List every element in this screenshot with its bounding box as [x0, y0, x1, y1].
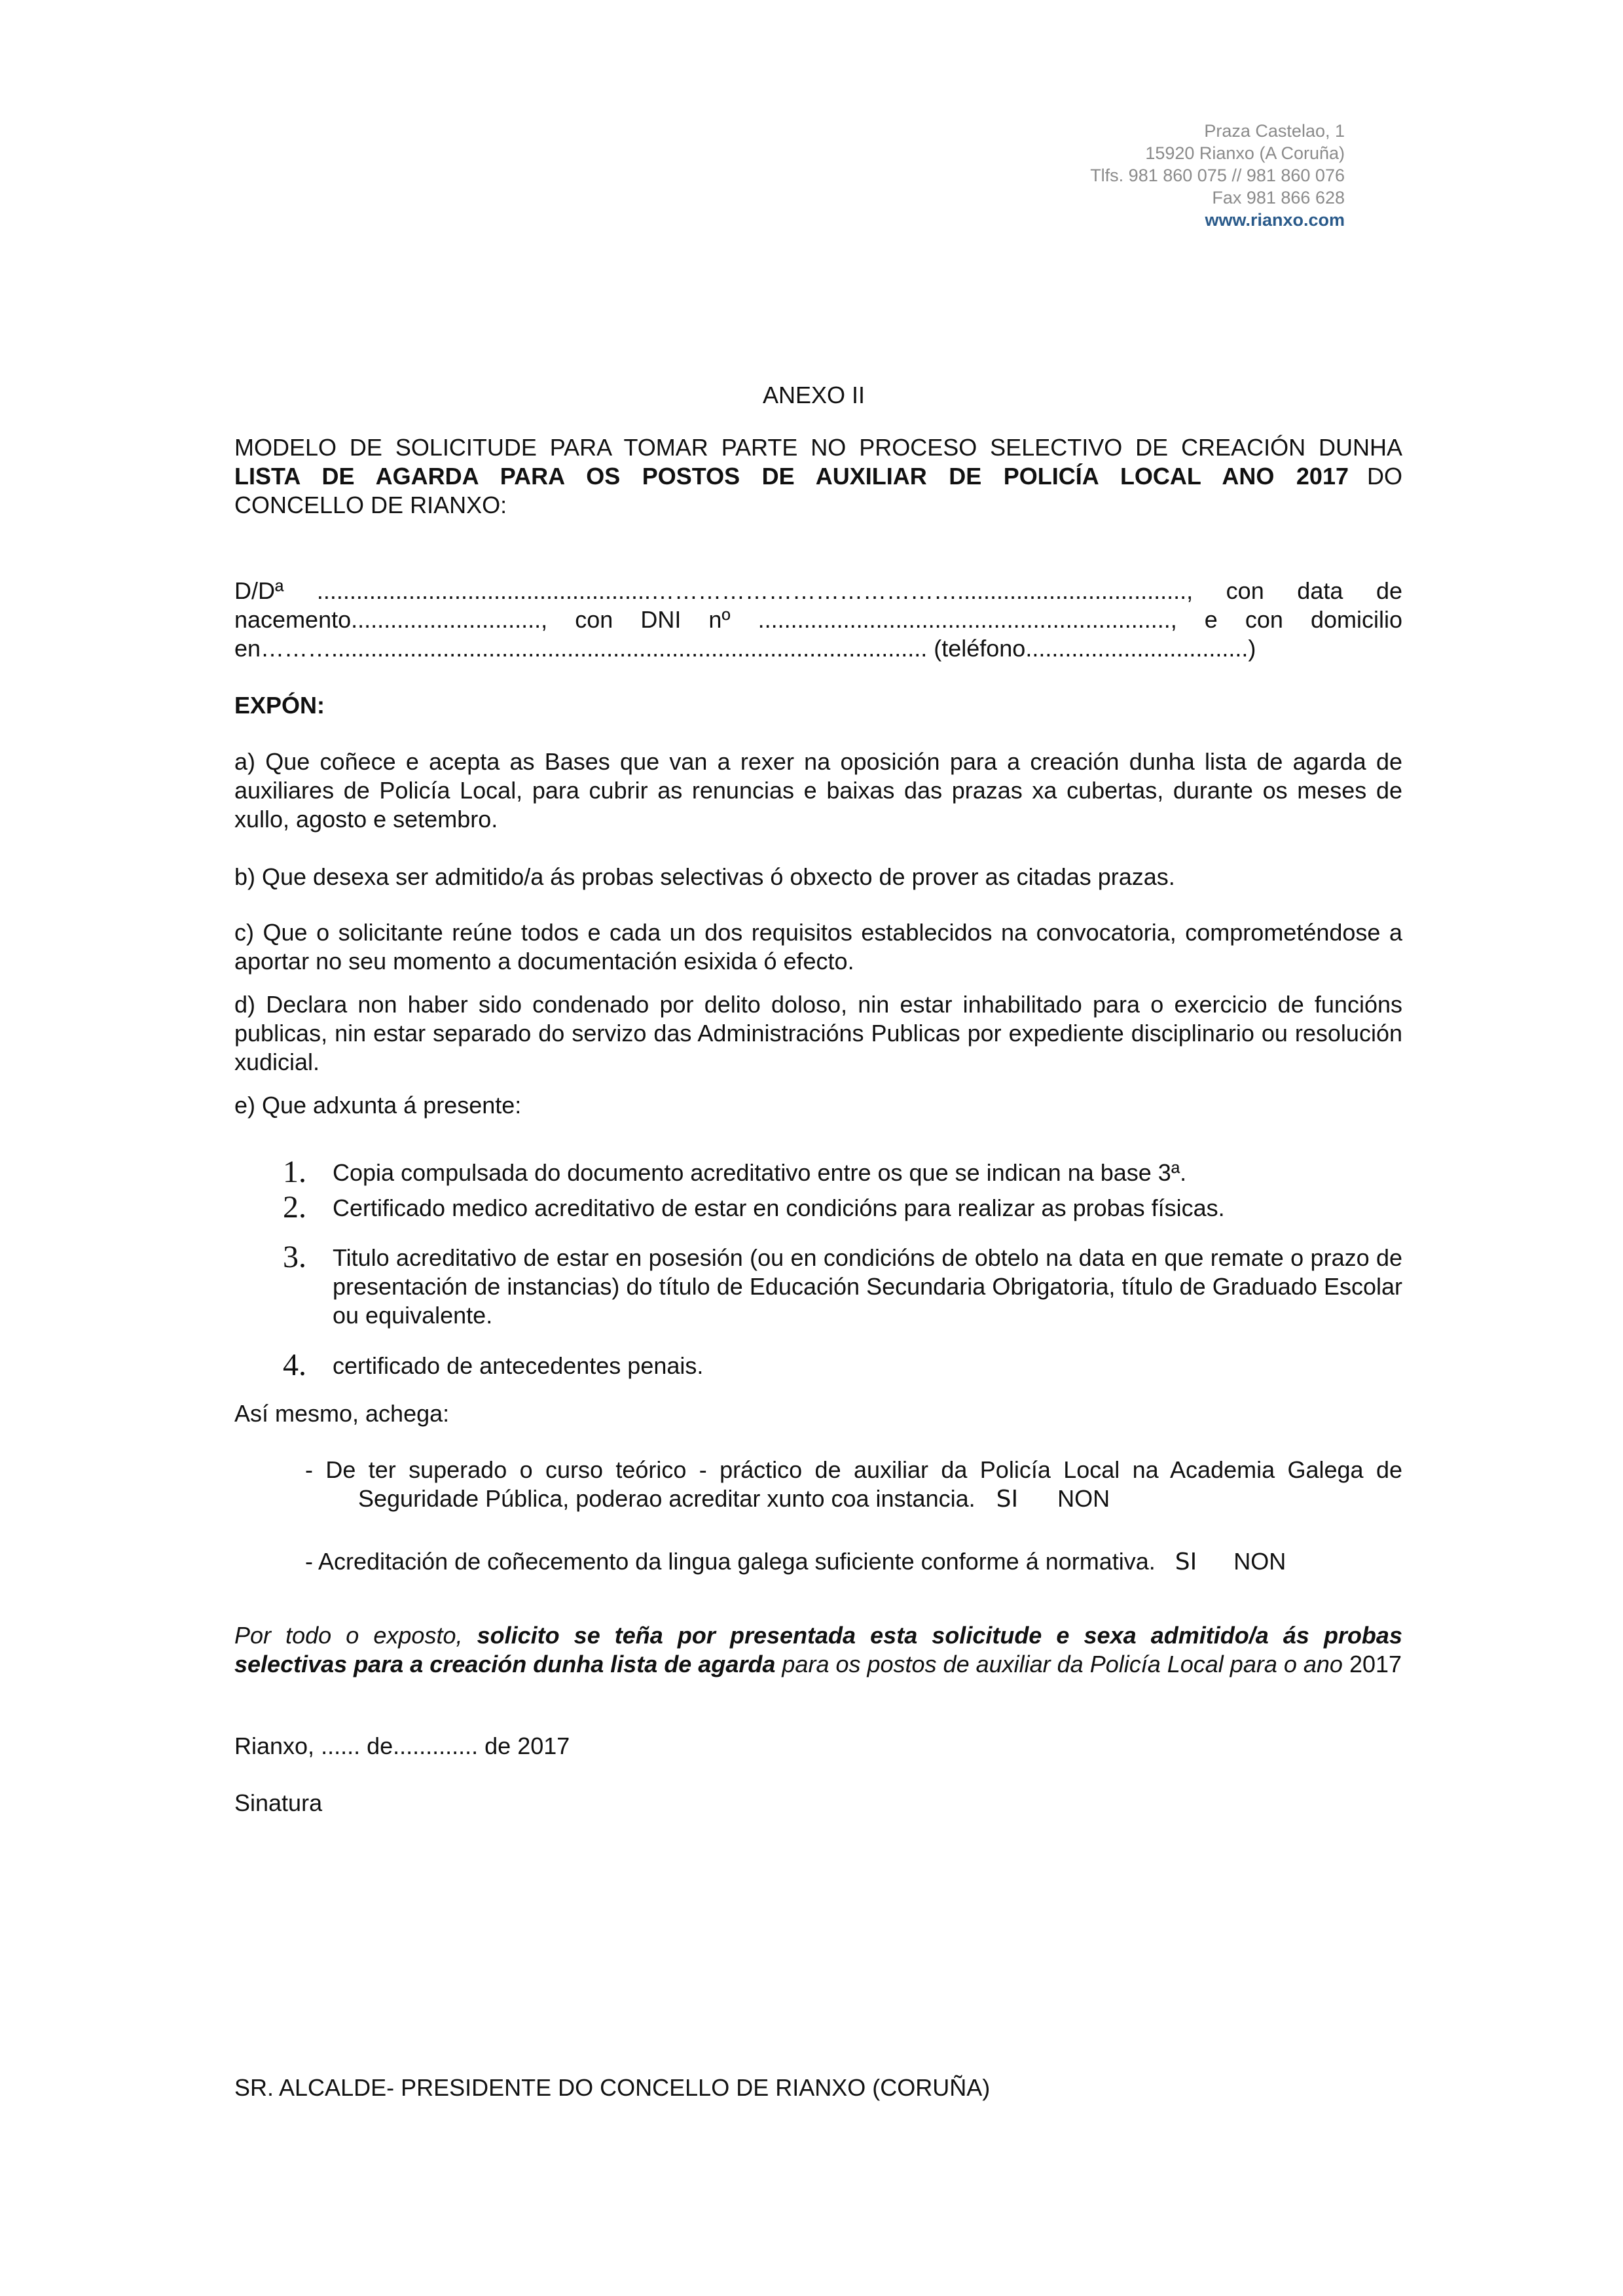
title-bold: LISTA DE AGARDA PARA OS POSTOS DE AUXILIAR DE POLICÍA LOCAL ANO 2017	[234, 463, 1349, 490]
expon-e: e) Que adxunta á presente:	[234, 1092, 522, 1119]
applicant-line-3: en………........................................................................................... (teléfono..................................)	[234, 635, 1256, 662]
letterhead-address	[886, 120, 1345, 231]
attachment-item: Titulo acreditativo de estar en posesión (ou en condicións de obtelo na data en que remate o prazo de presentación de instancias) do título de Educación Secundaria Obrigatoria, título de Graduado Escolar ou equivalente.	[333, 1244, 1402, 1329]
course-non-option[interactable]: NON	[1057, 1485, 1110, 1512]
closing-year: 2017	[1349, 1651, 1402, 1677]
attachment-item: Copia compulsada do documento acreditativo entre os que se indican na base 3ª.	[333, 1159, 1187, 1186]
attachment-number: 1.	[283, 1155, 306, 1189]
signature-label: Sinatura	[234, 1789, 323, 1816]
title-line-3: CONCELLO DE RIANXO:	[234, 492, 507, 518]
attachment-item: Certificado medico acreditativo de estar en condicións para realizar as probas físicas.	[333, 1194, 1225, 1221]
also-course-line-2	[358, 1484, 1110, 1514]
title-tail: DO	[1367, 463, 1402, 490]
address-line: Praza Castelao, 1	[1204, 121, 1345, 141]
applicant-data	[234, 577, 1402, 663]
title-line-1: MODELO DE SOLICITUDE PARA TOMAR PARTE NO PROCESO SELECTIVO DE CREACIÓN DUNHA	[234, 434, 1402, 461]
expon-c: c) Que o solicitante reúne todos e cada un dos requisitos establecidos na convocatoria, comprometéndose a aportar no seu momento a documentación esixida ó efecto.	[234, 919, 1402, 975]
annex-title: ANEXO II	[763, 382, 866, 408]
attachment-number: 2.	[283, 1190, 306, 1225]
postal-line: 15920 Rianxo (A Coruña)	[1145, 143, 1345, 163]
course-si-option[interactable]: SI	[996, 1486, 1019, 1513]
website-link[interactable]: www.rianxo.com	[1205, 210, 1345, 230]
also-heading: Así mesmo, achega:	[234, 1400, 450, 1427]
expon-heading: EXPÓN:	[234, 692, 325, 719]
expon-d: d) Declara non haber sido condenado por delito doloso, nin estar inhabilitado para o exercicio de funcións publicas, nin estar separado do servizo das Administracións Publicas por expediente disciplinario ou resolución xudicial.	[234, 991, 1402, 1075]
also-language-text: - Acreditación de coñecemento da lingua galega suficiente conforme á normativa.	[305, 1548, 1156, 1575]
closing-italic-end: para os postos de auxiliar da Policía Local para o ano	[782, 1651, 1343, 1677]
expon-b: b) Que desexa ser admitido/a ás probas selectivas ó obxecto de prover as citadas prazas.	[234, 863, 1175, 890]
expon-a: a) Que coñece e acepta as Bases que van a rexer na oposición para a creación dunha lista de agarda de auxiliares de Policía Local, para cubrir as renuncias e baixas das prazas xa cubertas, durante os meses de xullo, agosto e setembro.	[234, 748, 1402, 833]
date-line: Rianxo, ...... de............. de 2017	[234, 1732, 570, 1759]
phones-line: Tlfs. 981 860 075 // 981 860 076	[1090, 166, 1345, 185]
attachment-number: 4.	[283, 1348, 306, 1382]
applicant-line-2: nacemento............................., con DNI nº ..............................................................., e con domicilio	[234, 606, 1402, 633]
fax-line: Fax 981 866 628	[1212, 188, 1345, 207]
also-language	[305, 1547, 1286, 1577]
attachment-item: certificado de antecedentes penais.	[333, 1352, 704, 1379]
closing-bold-part: solicito se teña por presentada esta solicitude e sexa admitido/a ás probas selectivas para a creación dunha lista de agarda	[234, 1622, 1402, 1677]
also-course-line-1: - De ter superado o curso teórico - práctico de auxiliar da Policía Local na Academia Galega de	[305, 1456, 1402, 1483]
closing-italic-start: Por todo o exposto,	[234, 1622, 463, 1649]
also-course-text: Seguridade Pública, poderao acreditar xunto coa instancia.	[358, 1485, 976, 1512]
addressee: SR. ALCALDE- PRESIDENTE DO CONCELLO DE RIANXO (CORUÑA)	[234, 2074, 991, 2101]
language-non-option[interactable]: NON	[1233, 1548, 1286, 1575]
document-title	[234, 433, 1402, 520]
closing-request	[234, 1621, 1402, 1679]
attachment-number: 3.	[283, 1240, 306, 1274]
applicant-line-1: D/Dª ...................................................…………………………………..................................., con data de	[234, 577, 1402, 604]
title-line-2	[234, 462, 1402, 491]
language-si-option[interactable]: SI	[1175, 1549, 1197, 1575]
